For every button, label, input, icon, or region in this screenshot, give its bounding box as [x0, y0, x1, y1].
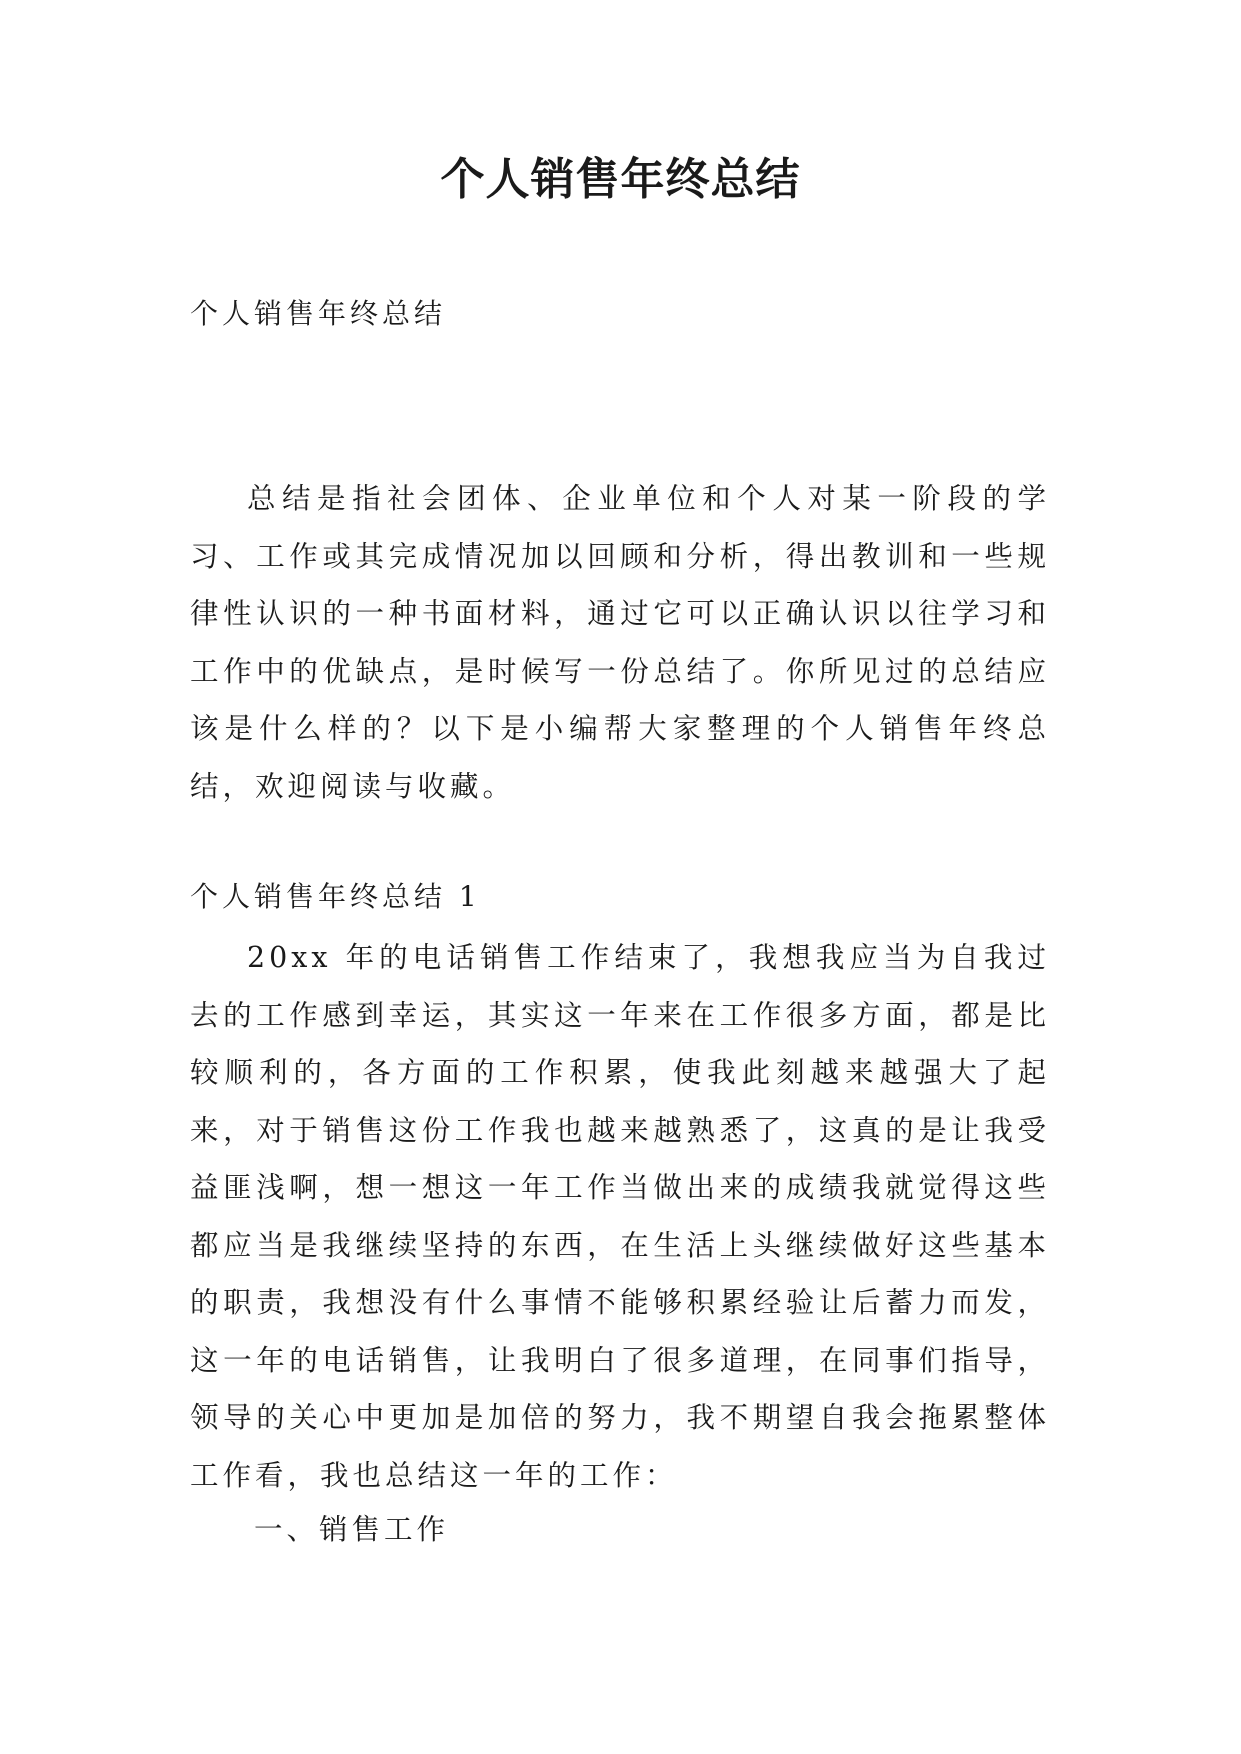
intro-paragraph: 总结是指社会团体、企业单位和个人对某一阶段的学习、工作或其完成情况加以回顾和分析，得出教训和一些规律性认识的一种书面材料，通过它可以正确认识以往学习和工作中的优缺点，是时候写一份总结了。你所见过的总结应该是什么样的？以下是小编帮大家整理的个人销售年终总结，欢迎阅读与收藏。 [190, 482, 1050, 803]
document-title: 个人销售年终总结 [440, 154, 801, 205]
document-subtitle: 个人销售年终总结 [190, 297, 447, 330]
section-1-subheading: 一、销售工作 [254, 1513, 450, 1546]
section-1-heading: 个人销售年终总结 1 [190, 880, 481, 913]
section-1-paragraph: 20xx 年的电话销售工作结束了，我想我应当为自我过去的工作感到幸运，其实这一年来在工作很多方面，都是比较顺利的，各方面的工作积累，使我此刻越来越强大了起来，对于销售这份工作我也越来越熟悉了，这真的是让我受益匪浅啊，想一想这一年工作当做出来的成绩我就觉得这些都应当是我继续坚持的东西，在生活上头继续做好这些基本的职责，我想没有什么事情不能够积累经验让后蓄力而发，这一年的电话销售，让我明白了很多道理，在同事们指导，领导的关心中更加是加倍的努力，我不期望自我会拖累整体工作看，我也总结这一年的工作： [190, 941, 1050, 1492]
